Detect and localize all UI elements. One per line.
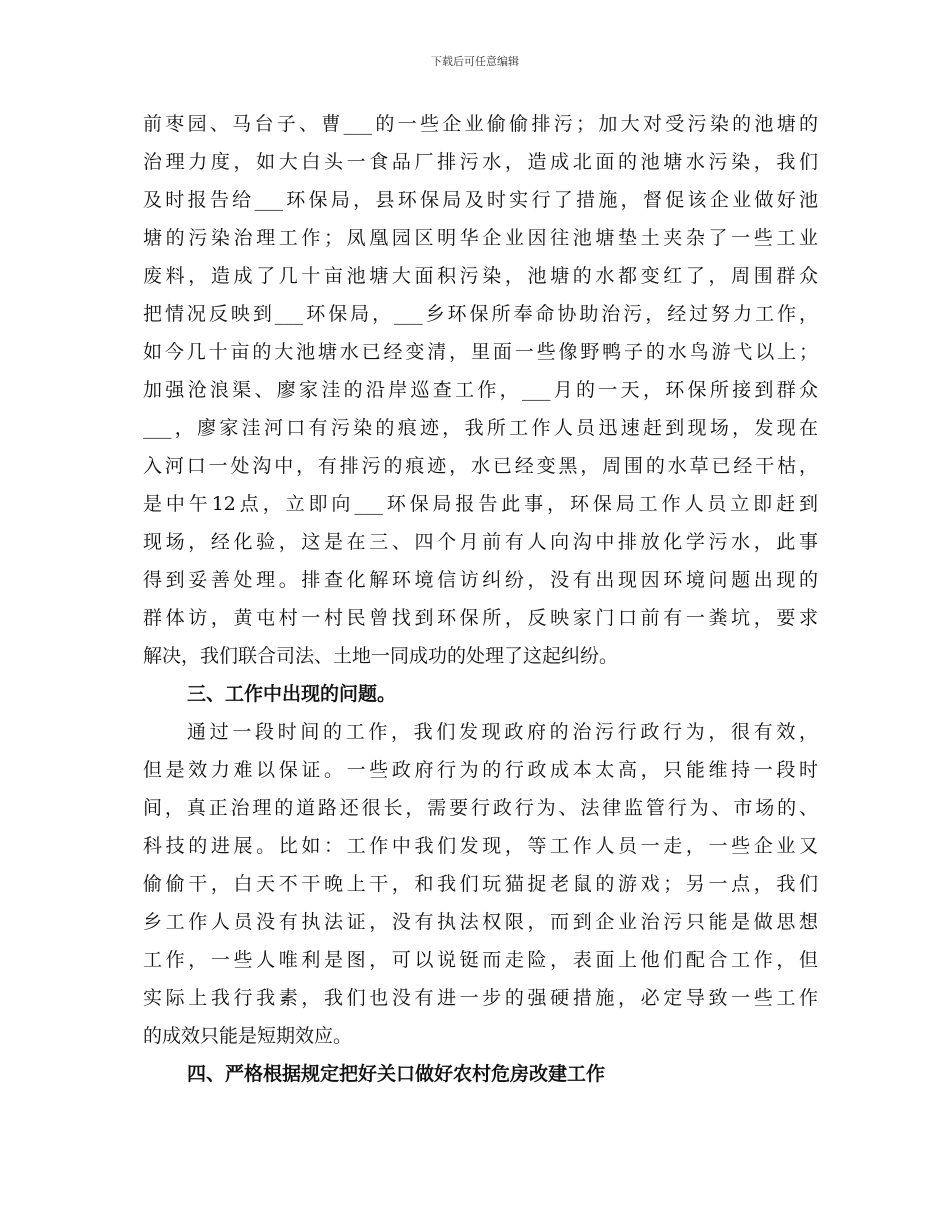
text-line: 治理力度，如大白头一食品厂排污水，造成北面的池塘水污染，我们	[143, 151, 818, 173]
text-line: ___，廖家洼河口有污染的痕迹，我所工作人员迅速赶到现场，发现在	[143, 417, 818, 439]
page-header: 下载后可任意编辑	[431, 55, 519, 68]
text-line: 但是效力难以保证。一些政府行为的行政成本太高，只能维持一段时	[143, 759, 818, 781]
text-line: 加强沧浪渠、廖家洼的沿岸巡查工作，___月的一天，环保所接到群众	[143, 379, 818, 401]
text-line: 实际上我行我素，我们也没有进一步的强硬措施，必定导致一些工作	[143, 987, 818, 1009]
text-line: 前枣园、马台子、曹___的一些企业偷偷排污；加大对受污染的池塘的	[143, 113, 818, 135]
text-line: 得到妥善处理。排查化解环境信访纠纷，没有出现因环境问题出现的	[143, 569, 818, 591]
text-line: 入河口一处沟中，有排污的痕迹，水已经变黑，周围的水草已经干枯，	[143, 455, 818, 477]
paragraph-problems	[143, 713, 818, 1055]
document-body	[143, 105, 818, 1093]
paragraph-pollution-control	[143, 105, 818, 675]
text-line: 废料，造成了几十亩池塘大面积污染，池塘的水都变红了，周围群众	[143, 265, 818, 287]
text-line: 通过一段时间的工作，我们发现政府的治污行政行为，很有效，	[187, 721, 818, 743]
text-line: 工作，一些人唯利是图，可以说铤而走险，表面上他们配合工作，但	[143, 949, 818, 971]
text-line: 如今几十亩的大池塘水已经变清，里面一些像野鸭子的水鸟游弋以上；	[143, 341, 818, 363]
text-line: 科技的进展。比如：工作中我们发现，等工作人员一走，一些企业又	[143, 835, 818, 857]
text-line: 解决，我们联合司法、土地一同成功的处理了这起纠纷。	[143, 645, 619, 667]
text-line: 偷偷干，白天不干晚上干，和我们玩猫捉老鼠的游戏；另一点，我们	[143, 873, 818, 895]
text-line: 群体访，黄屯村一村民曾找到环保所，反映家门口前有一粪坑，要求	[143, 607, 818, 629]
text-line: 现场，经化验，这是在三、四个月前有人向沟中排放化学污水，此事	[143, 531, 818, 553]
text-line: 乡工作人员没有执法证，没有执法权限，而到企业治污只能是做思想	[143, 911, 818, 933]
text-line: 间，真正治理的道路还很长，需要行政行为、法律监管行为、市场的、	[143, 797, 818, 819]
text-line: 的成效只能是短期效应。	[143, 1025, 353, 1047]
text-line: 把情况反映到___环保局，___乡环保所奉命协助治污，经过努力工作，	[143, 303, 818, 325]
text-line: 塘的污染治理工作；凤凰园区明华企业因往池塘垫土夹杂了一些工业	[143, 227, 818, 249]
section-heading-problems: 三、工作中出现的问题。	[187, 683, 397, 705]
section-heading-housing: 四、严格根据规定把好关口做好农村危房改建工作	[187, 1063, 606, 1085]
text-line: 及时报告给___环保局，县环保局及时实行了措施，督促该企业做好池	[143, 189, 818, 211]
text-line: 是中午12点，立即向___环保局报告此事，环保局工作人员立即赶到	[143, 493, 818, 515]
